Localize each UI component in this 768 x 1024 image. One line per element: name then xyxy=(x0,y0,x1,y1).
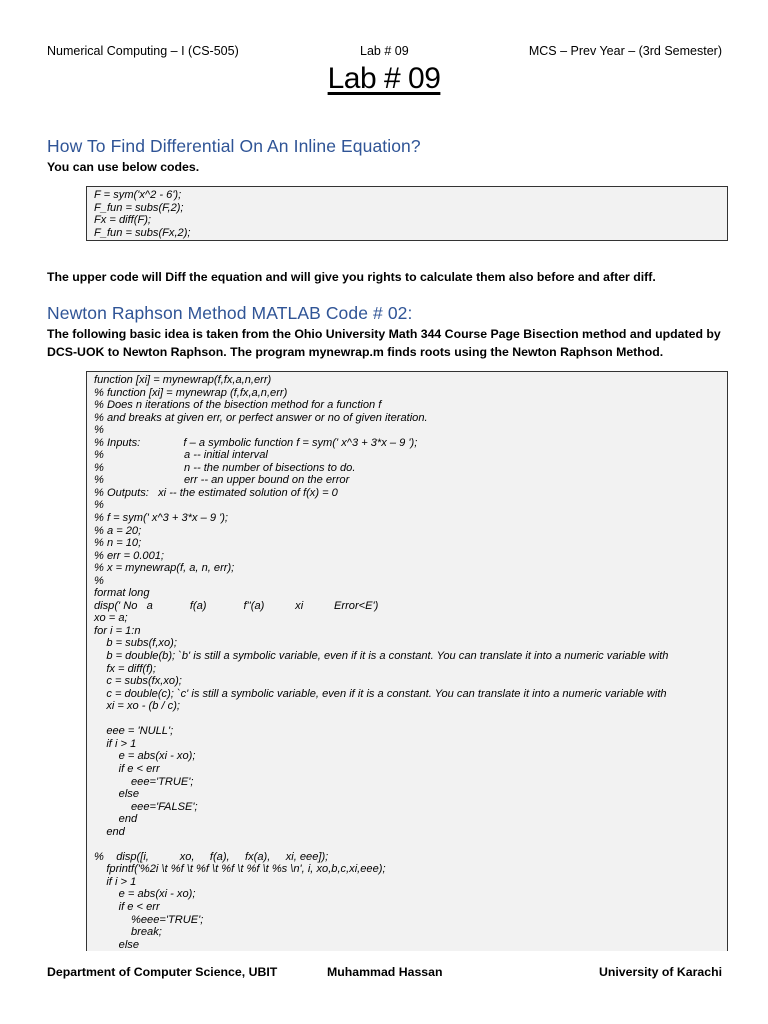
code-line: % n = 10; xyxy=(94,537,142,550)
footer-author: Muhammad Hassan xyxy=(327,965,443,979)
code-line: % function [xi] = mynewrap (f,fx,a,n,err) xyxy=(94,386,288,399)
code-line: end xyxy=(94,813,138,826)
code-line: if e < err xyxy=(94,762,160,775)
code-line: % f = sym(' x^3 + 3*x – 9 '); xyxy=(94,512,228,525)
code-line: e = abs(xi - xo); xyxy=(94,750,196,763)
code-line: eee = 'NULL'; xyxy=(94,725,174,738)
code-line: % and breaks at given err, or perfect answer or no of given iteration. xyxy=(94,411,428,424)
code-line: if e < err xyxy=(94,900,160,913)
section2-intro: The following basic idea is taken from the Ohio University Math 344 Course Page Bisection method and updated by DCS-UOK to Newton Raphson. The program mynewrap.m finds roots using the Newton Raphson Method. xyxy=(47,327,721,359)
code-line: % Outputs: xi -- the estimated solution of f(x) = 0 xyxy=(94,486,338,499)
code-line: else xyxy=(94,788,140,801)
code-line: % disp([i, xo, f(a), fx(a), xi, eee]); xyxy=(94,850,329,863)
code-line: if i > 1 xyxy=(94,737,137,750)
code-line: break; xyxy=(94,926,162,939)
code-line xyxy=(94,713,727,726)
code-line xyxy=(94,838,727,851)
code-line: b = double(b); `b' is still a symbolic variable, even if it is a constant. You can translate it into a numeric variable with xyxy=(94,650,669,663)
code-line: xo = a; xyxy=(94,612,128,625)
code-line: F = sym('x^2 - 6'); xyxy=(94,189,182,201)
code-line: % err -- an upper bound on the error xyxy=(94,474,350,487)
code-line: c = subs(fx,xo); xyxy=(94,675,182,688)
code-block-newton-raphson xyxy=(86,371,728,951)
code-line: % a -- initial interval xyxy=(94,449,268,462)
section1-note: The upper code will Diff the equation and will give you rights to calculate them also before and after diff. xyxy=(47,270,656,284)
code-line: % xyxy=(94,499,104,512)
code-line: F_fun = subs(Fx,2); xyxy=(94,226,191,239)
header-lab: Lab # 09 xyxy=(360,44,409,58)
code-block-differential xyxy=(86,186,728,241)
code-line: % xyxy=(94,574,104,587)
code-line: % x = mynewrap(f, a, n, err); xyxy=(94,562,235,575)
code-line: else xyxy=(94,938,140,951)
code-line: % Does n iterations of the bisection method for a function f xyxy=(94,399,382,412)
code-line: eee='FALSE'; xyxy=(94,800,198,813)
code-line: % Inputs: f – a symbolic function f = sym(' x^3 + 3*x – 9 '); xyxy=(94,436,418,449)
code-line: F_fun = subs(F,2); xyxy=(94,201,184,214)
code-line: Fx = diff(F); xyxy=(94,214,152,227)
page-footer xyxy=(47,965,722,981)
section1-heading: How To Find Differential On An Inline Equation? xyxy=(47,136,421,156)
code-line: if i > 1 xyxy=(94,875,137,888)
footer-university: University of Karachi xyxy=(598,965,722,979)
code-line: c = double(c); `c' is still a symbolic variable, even if it is a constant. You can translate it into a numeric variable with xyxy=(94,687,667,700)
code-line: % n -- the number of bisections to do. xyxy=(94,461,356,474)
code-line: % xyxy=(94,424,104,437)
code-line: format long xyxy=(94,587,150,600)
code-line: % err = 0.001; xyxy=(94,549,164,562)
code-line: eee='TRUE'; xyxy=(94,775,194,788)
code-line: fx = diff(f); xyxy=(94,662,156,675)
header-course: Numerical Computing – I (CS-505) xyxy=(47,44,239,58)
code-line: disp(' No a f(a) f''(a) xi Error<E') xyxy=(94,599,379,612)
code-line: end xyxy=(94,825,125,838)
code-line: xi = xo - (b / c); xyxy=(94,700,180,713)
section2-heading: Newton Raphson Method MATLAB Code # 02: xyxy=(47,303,413,323)
code-line: b = subs(f,xo); xyxy=(94,637,177,650)
section1-intro: You can use below codes. xyxy=(47,160,200,174)
code-line: for i = 1:n xyxy=(94,624,141,637)
code-line: function [xi] = mynewrap(f,fx,a,n,err) xyxy=(94,374,272,386)
footer-department: Department of Computer Science, UBIT xyxy=(47,965,278,979)
code-line: %eee='TRUE'; xyxy=(94,913,204,926)
header-program: MCS – Prev Year – (3rd Semester) xyxy=(528,44,722,58)
code-line: % a = 20; xyxy=(94,524,142,537)
page-title: Lab # 09 xyxy=(327,62,441,95)
code-line: e = abs(xi - xo); xyxy=(94,888,196,901)
page-header xyxy=(47,44,722,60)
code-line: fprintf('%2i \t %f \t %f \t %f \t %f \t %s \n', i, xo,b,c,xi,eee); xyxy=(94,863,386,876)
